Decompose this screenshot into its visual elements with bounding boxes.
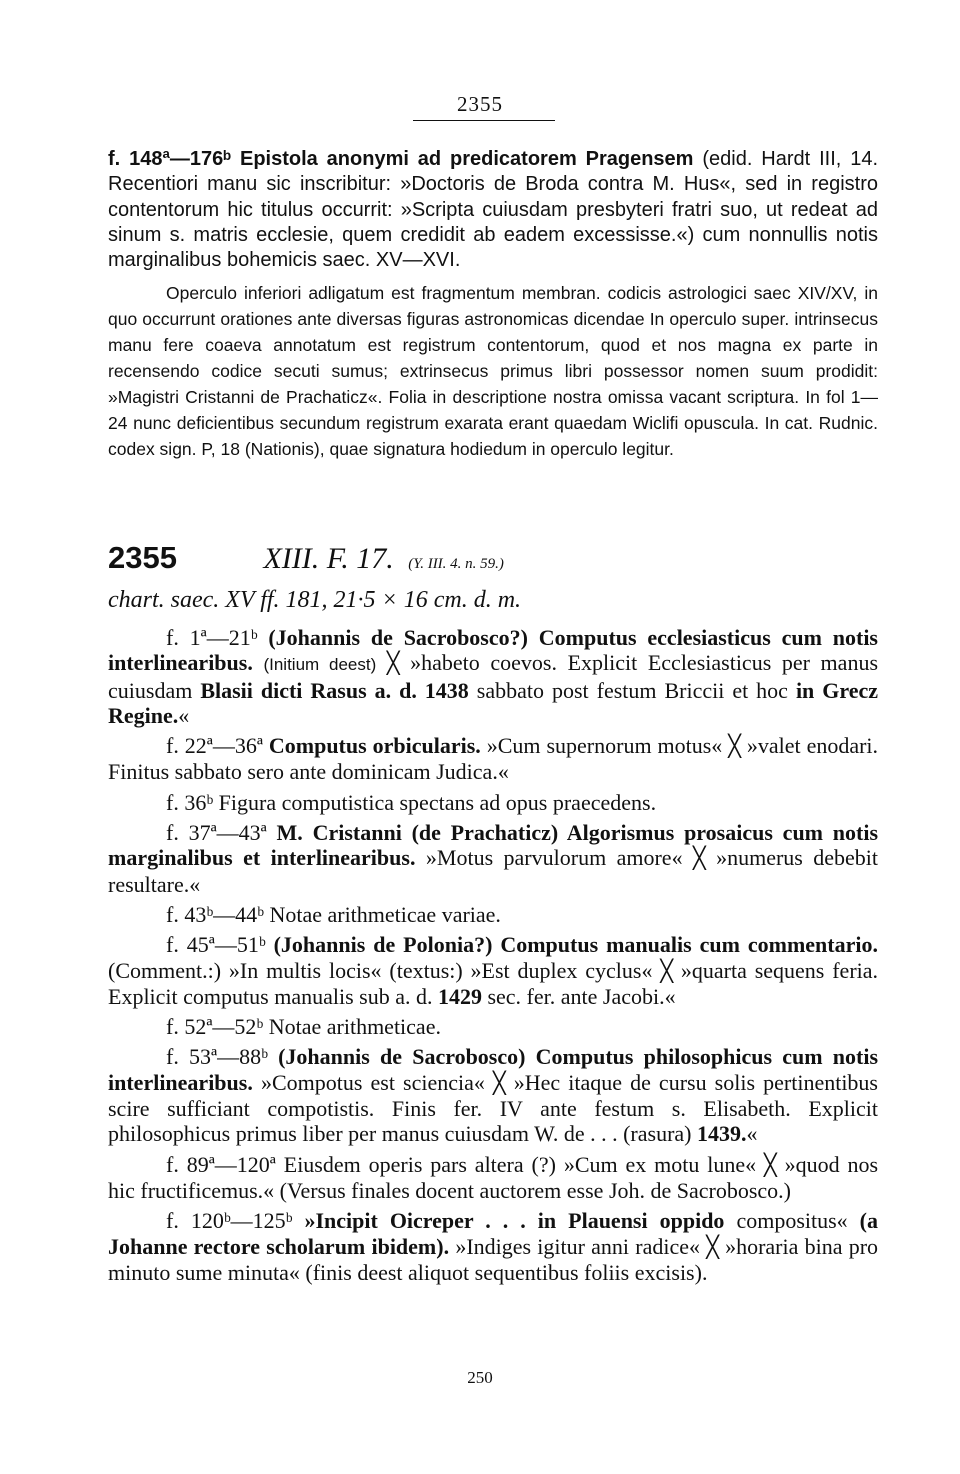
item-9-note: (Versus finales docent auctorem esse Joh. de Sacrobosco.) bbox=[279, 1177, 792, 1203]
item-1-rest-c: « bbox=[178, 702, 190, 728]
item-3-folio: f. 36ᵇ bbox=[166, 789, 214, 815]
prev-entry-title: Epistola anonymi ad predicatorem Pragensem bbox=[239, 148, 694, 170]
item-8-year: 1439. bbox=[697, 1121, 747, 1147]
item-2 bbox=[108, 733, 878, 785]
item-5-folio: f. 43ᵇ—44ᵇ bbox=[166, 901, 264, 927]
item-4-explicit: »numerus debebit resultare.« bbox=[108, 845, 879, 897]
item-6-year: 1429 bbox=[437, 983, 482, 1009]
prev-entry-text: (edid. Hardt III, 14. Recentiori manu sic inscribitur: »Doctoris de Broda contra M. Hus«, sed in registro contentorum hic titulus occurrit: »Scripta cuiusdam presbyteri fratri suo, ut redeat ad sinum s. matris ecclesie, quem credidit ab eadem excessisse.«) cum nonnullis notis marginalibus bohemicis saec. XV—XVI. bbox=[108, 148, 879, 272]
item-6-text: (Comment.:) »In multis locis« (textus:) »Est duplex cyclus« bbox=[108, 957, 653, 983]
item-2-title: Computus orbicularis. bbox=[268, 733, 481, 759]
cross-mark: ╳ bbox=[764, 1152, 777, 1177]
prev-entry-folio: f. 148ª—176ᵇ bbox=[108, 148, 232, 170]
item-1 bbox=[108, 625, 878, 728]
item-2-folio: f. 22ª—36ª bbox=[166, 733, 263, 759]
item-9-incipit: »Cum ex motu lune« bbox=[563, 1151, 757, 1177]
cross-mark: ╳ bbox=[660, 958, 674, 983]
cross-mark: ╳ bbox=[492, 1070, 506, 1095]
cross-mark: ╳ bbox=[706, 1234, 719, 1259]
item-4 bbox=[108, 820, 878, 897]
page-number: 2355 bbox=[457, 92, 503, 116]
item-9 bbox=[108, 1152, 878, 1204]
prev-entry bbox=[108, 147, 878, 462]
entry-signature: XIII. F. 17. bbox=[263, 542, 394, 575]
item-8-folio: f. 53ª—88ᵇ bbox=[166, 1044, 268, 1070]
item-5-text: Notae arithmeticae variae. bbox=[269, 901, 501, 927]
item-9-text: Eiusdem operis pars altera (?) bbox=[283, 1151, 556, 1177]
cross-mark: ╳ bbox=[693, 846, 706, 871]
item-9-explicit: »quod nos hic fructificemus.« bbox=[108, 1151, 879, 1203]
item-7-text: Notae arithmeticae. bbox=[268, 1014, 441, 1040]
item-10-note: (finis deest aliquot sequentibus foliis excisis). bbox=[305, 1259, 708, 1285]
item-5 bbox=[108, 902, 878, 927]
entry-number: 2355 bbox=[108, 540, 177, 575]
item-10-incipit: »Indiges igitur anni radice« bbox=[455, 1233, 700, 1259]
item-8-title: (Johannis de Sacrobosco) Computus philosophicus cum notis interlinearibus. bbox=[108, 1044, 879, 1095]
cross-mark: ╳ bbox=[728, 734, 741, 759]
item-1-rest-b: sabbato post festum Briccii et hoc bbox=[476, 677, 788, 703]
item-3-text: Figura computistica spectans ad opus praecedens. bbox=[218, 789, 657, 815]
item-10-bold-a: Oicreper . . . in Plauensi oppido bbox=[389, 1208, 725, 1234]
item-10-text-a: compositus« bbox=[736, 1208, 848, 1234]
item-6 bbox=[108, 932, 878, 1009]
prev-entry-paragraph-1 bbox=[108, 147, 878, 273]
entry-header bbox=[108, 540, 878, 576]
item-1-bold-a: Blasii dicti Rasus a. d. 1438 bbox=[200, 677, 469, 703]
prev-entry-paragraph-2: Operculo inferiori adligatum est fragmentum membran. codicis astrologici saec XIV/XV, in quo occurrunt orationes ante diversas figuras astronomicas dicendae In operculo super. intrinsecus manu fere coaeva annotatum est registrum contentorum, quod et nos magna ex parte in recensendo codice secuti sumus; extrinsecus primus libri possessor nomen suum prodidit: »Magistri Cristanni de Prachaticz«. Folia in descriptione nostra omissa vacant scriptura. In fol 1—24 nunc deficientibus secundum registrum exarata erant quaedam Wiclifi opuscula. In cat. Rudnic. codex sign. P, 18 (Nationis), quae signatura hodiedum in operculo legitur. bbox=[108, 283, 878, 460]
item-8-explicit-post: « bbox=[746, 1121, 758, 1147]
item-1-incipit: »habeto coevos. bbox=[410, 650, 557, 676]
item-10-bold-b: (a Johanne rectore scholarum ibidem). bbox=[108, 1208, 878, 1259]
item-7-folio: f. 52ª—52ᵇ bbox=[166, 1014, 264, 1040]
header-rule bbox=[413, 120, 555, 121]
entry-description: chart. saec. XV ff. 181, 21·5 × 16 cm. d. m. bbox=[108, 587, 522, 613]
item-1-bold-b: in Grecz Regine. bbox=[108, 677, 879, 728]
item-8 bbox=[108, 1044, 878, 1146]
item-8-explicit-pre: »Hec itaque de cursu solis pertinentibus scire sufficiant compotistis. Finis fer. IV ante festum s. Elisabeth. Explicit philosophicus primus liber per manus cuiusdam W. de . . . (rasura) bbox=[108, 1069, 878, 1147]
item-1-folio: f. 1ª—21ᵇ bbox=[166, 625, 258, 650]
item-10-folio: f. 120ᵇ—125ᵇ bbox=[166, 1208, 293, 1234]
item-10-explicit: »horaria bina pro minuto sume minuta« bbox=[108, 1233, 879, 1285]
item-6-explicit-post: sec. fer. ante Jacobi.« bbox=[487, 983, 676, 1009]
item-6-explicit-pre: »quarta sequens feria. Explicit computus manualis sub a. d. bbox=[108, 957, 879, 1009]
item-7 bbox=[108, 1014, 878, 1039]
entry-old-signature: (Y. III. 4. n. 59.) bbox=[408, 556, 504, 572]
item-9-folio: f. 89ª—120ª bbox=[166, 1151, 276, 1177]
item-1-pre: (Initium deest) bbox=[263, 655, 377, 675]
item-4-incipit: »Motus parvulorum amore« bbox=[425, 845, 683, 871]
item-4-folio: f. 37ª—43ª bbox=[166, 820, 267, 846]
page-footer-number: 250 bbox=[467, 1368, 493, 1387]
item-6-title: (Johannis de Polonia?) Computus manualis cum commentario. bbox=[273, 932, 878, 958]
item-8-incipit: »Compotus est sciencia« bbox=[260, 1069, 485, 1095]
item-6-folio: f. 45ª—51ᵇ bbox=[166, 932, 266, 958]
item-2-explicit: »valet enodari. Finitus sabbato sero ante dominicam Judica.« bbox=[108, 733, 879, 785]
item-10 bbox=[108, 1208, 878, 1285]
item-10-incipit-bold-a: »Incipit bbox=[304, 1208, 378, 1234]
entry-items bbox=[108, 625, 878, 1290]
item-1-rest-a: Explicit Ecclesiasticus per manus cuiusdam bbox=[108, 650, 878, 703]
item-2-incipit: »Cum supernorum motus« bbox=[486, 733, 723, 759]
cross-mark: ╳ bbox=[386, 651, 400, 676]
item-3 bbox=[108, 790, 878, 815]
item-4-title: M. Cristanni (de Prachaticz) Algorismus prosaicus cum notis marginalibus et interlinearibus. bbox=[108, 820, 879, 871]
item-1-title: (Johannis de Sacrobosco?) Computus ecclesiasticus cum notis interlinearibus. bbox=[108, 625, 878, 676]
